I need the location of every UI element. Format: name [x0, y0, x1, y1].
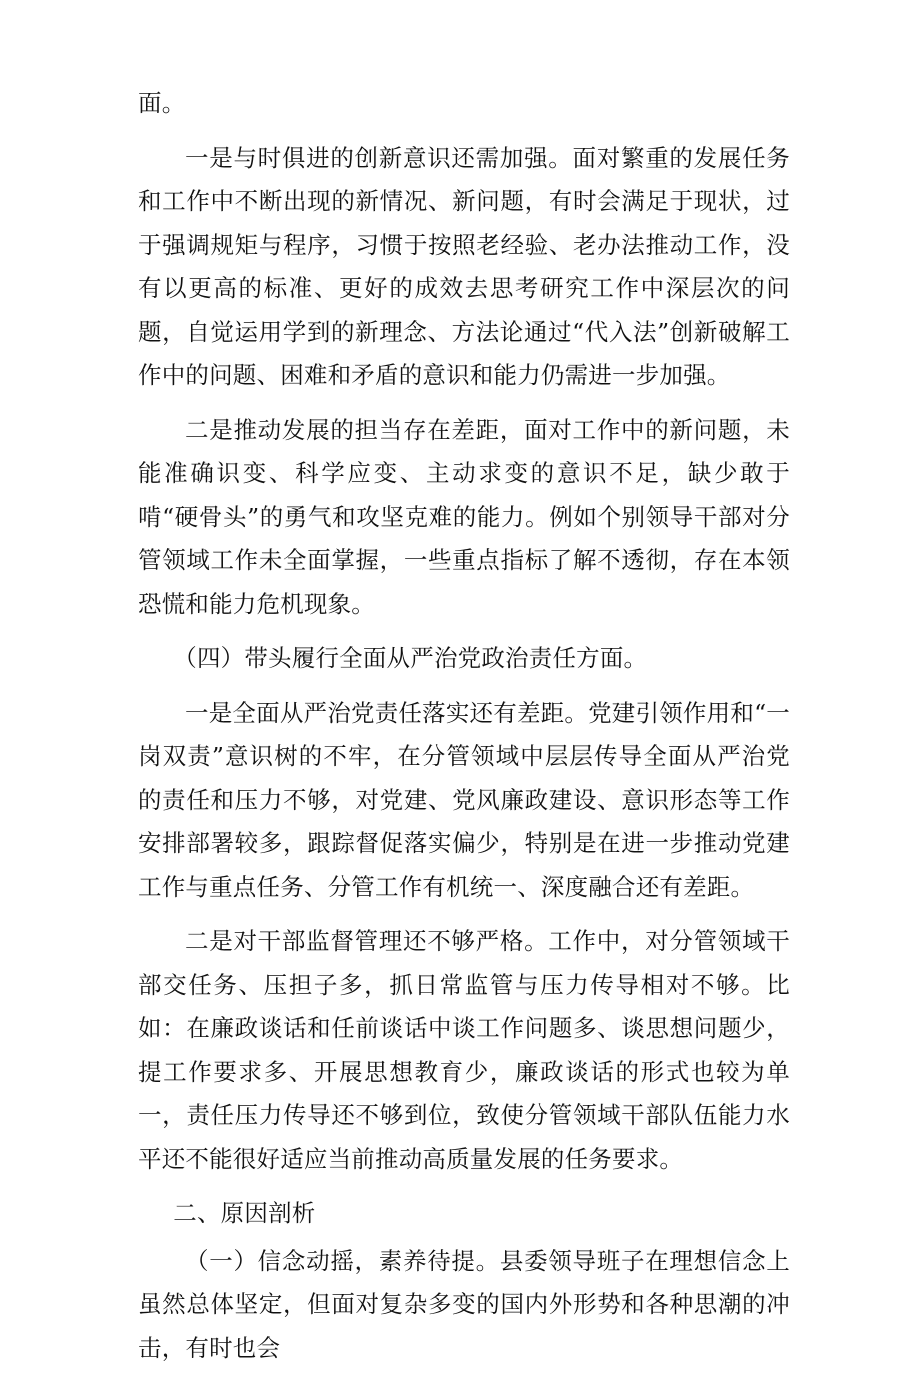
- paragraph-innovation-awareness: 一是与时俱进的创新意识还需加强。面对繁重的发展任务和工作中不断出现的新情况、新问题，有时会满足于现状，过于强调规矩与程序，习惯于按照老经验、老办法推动工作，没有以更高的标准、更好的成效去思考研究工作中深层次的问题，自觉运用学到的新理念、方法论通过“代入法”创新破解工作中的问题、困难和矛盾的意识和能力仍需进一步加强。: [138, 143, 790, 389]
- paragraph-continuation: 面。: [138, 89, 186, 117]
- paragraph-development-responsibility: 二是推动发展的担当存在差距，面对工作中的新问题，未能准确识变、科学应变、主动求变的意识不足，缺少敢于啃“硬骨头”的勇气和攻坚克难的能力。例如个别领导干部对分管领域工作未全面掌握，一些重点指标了解不透彻，存在本领恐慌和能力危机现象。: [138, 415, 790, 618]
- document-body: [138, 82, 790, 1381]
- paragraph-cadre-supervision: 二是对干部监督管理还不够严格。工作中，对分管领域干部交任务、压担子多，抓日常监管与压力传导相对不够。比如：在廉政谈话和任前谈话中谈工作问题多、谈思想问题少，提工作要求多、开展思想教育少，廉政谈话的形式也较为单一，责任压力传导还不够到位，致使分管领域干部队伍能力水平还不能很好适应当前推动高质量发展的任务要求。: [138, 927, 790, 1173]
- paragraph-belief-wavering: （一）信念动摇，素养待提。县委领导班子在理想信念上虽然总体坚定，但面对复杂多变的国内外形势和各种思潮的冲击，有时也会: [138, 1246, 790, 1362]
- section-heading-cause-analysis: 二、原因剖析: [173, 1199, 316, 1227]
- paragraph-party-responsibility: 一是全面从严治党责任落实还有差距。党建引领作用和“一岗双责”意识树的不牢，在分管领域中层层传导全面从严治党的责任和压力不够，对党建、党风廉政建设、意识形态等工作安排部署较多，跟踪督促落实偏少，特别是在进一步推动党建工作与重点任务、分管工作有机统一、深度融合还有差距。: [138, 698, 790, 901]
- section-heading-party-governance: （四）带头履行全面从严治党政治责任方面。: [173, 644, 648, 672]
